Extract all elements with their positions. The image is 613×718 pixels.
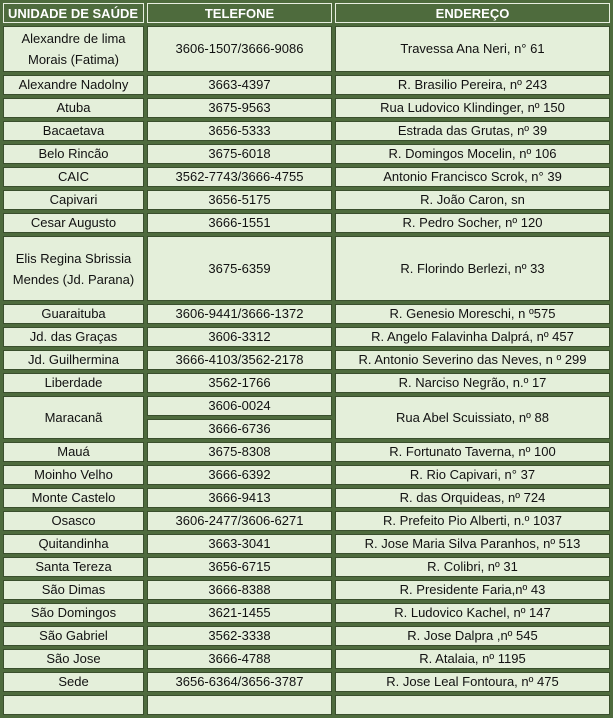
address-cell: Rua Abel Scuissiato, nº 88 bbox=[335, 396, 610, 439]
phone-cell: 3606-2477/3606-6271 bbox=[147, 511, 332, 531]
address-cell: Antonio Francisco Scrok, n° 39 bbox=[335, 167, 610, 187]
table-row bbox=[3, 465, 610, 485]
address-cell: R. Brasilio Pereira, nº 243 bbox=[335, 75, 610, 95]
table-row bbox=[3, 121, 610, 141]
table-row bbox=[3, 98, 610, 118]
phone-cell: 3663-3041 bbox=[147, 534, 332, 554]
address-cell: R. Florindo Berlezi, nº 33 bbox=[335, 236, 610, 301]
unit-cell: São Gabriel bbox=[3, 626, 144, 646]
table-row bbox=[3, 511, 610, 531]
phone-cell: 3675-8308 bbox=[147, 442, 332, 462]
phone-cell: 3666-9413 bbox=[147, 488, 332, 508]
phone-cell: 3666-4788 bbox=[147, 649, 332, 669]
phone-cell: 3666-4103/3562-2178 bbox=[147, 350, 332, 370]
address-cell: R. Presidente Faria,nº 43 bbox=[335, 580, 610, 600]
table-row bbox=[3, 144, 610, 164]
table-row bbox=[3, 213, 610, 233]
unit-cell: Atuba bbox=[3, 98, 144, 118]
address-cell: Estrada das Grutas, nº 39 bbox=[335, 121, 610, 141]
empty-cell bbox=[147, 695, 332, 715]
header-phone: TELEFONE bbox=[147, 3, 332, 23]
unit-cell: Quitandinha bbox=[3, 534, 144, 554]
table-row bbox=[3, 373, 610, 393]
phone-cell: 3621-1455 bbox=[147, 603, 332, 623]
phone-cell: 3666-8388 bbox=[147, 580, 332, 600]
table-row bbox=[3, 580, 610, 600]
table-row bbox=[3, 488, 610, 508]
address-cell: R. Pedro Socher, nº 120 bbox=[335, 213, 610, 233]
unit-cell: Monte Castelo bbox=[3, 488, 144, 508]
address-cell: R. Antonio Severino das Neves, n º 299 bbox=[335, 350, 610, 370]
phone-cell: 3666-6392 bbox=[147, 465, 332, 485]
address-cell: R. Rio Capivari, n° 37 bbox=[335, 465, 610, 485]
address-cell: R. Fortunato Taverna, nº 100 bbox=[335, 442, 610, 462]
phone-cell: 3656-6715 bbox=[147, 557, 332, 577]
address-cell: R. Jose Leal Fontoura, nº 475 bbox=[335, 672, 610, 692]
address-cell: R. Domingos Mocelin, nº 106 bbox=[335, 144, 610, 164]
unit-cell: CAIC bbox=[3, 167, 144, 187]
table-row bbox=[3, 26, 610, 72]
address-cell: R. Jose Maria Silva Paranhos, nº 513 bbox=[335, 534, 610, 554]
table-row bbox=[3, 442, 610, 462]
unit-cell: Liberdade bbox=[3, 373, 144, 393]
address-cell: Travessa Ana Neri, n° 61 bbox=[335, 26, 610, 72]
phone-cell: 3656-6364/3656-3787 bbox=[147, 672, 332, 692]
phone-cell: 3675-6359 bbox=[147, 236, 332, 301]
table-row bbox=[3, 236, 610, 301]
phone-cell: 3675-6018 bbox=[147, 144, 332, 164]
header-unit: UNIDADE DE SAÚDE bbox=[3, 3, 144, 23]
unit-cell: Mauá bbox=[3, 442, 144, 462]
table-row bbox=[3, 626, 610, 646]
table-row bbox=[3, 396, 610, 416]
unit-cell: Moinho Velho bbox=[3, 465, 144, 485]
unit-cell: Belo Rincão bbox=[3, 144, 144, 164]
phone-cell: 3562-7743/3666-4755 bbox=[147, 167, 332, 187]
unit-cell: Cesar Augusto bbox=[3, 213, 144, 233]
table-row bbox=[3, 75, 610, 95]
unit-cell: São Domingos bbox=[3, 603, 144, 623]
unit-cell: Osasco bbox=[3, 511, 144, 531]
phone-cell: 3562-3338 bbox=[147, 626, 332, 646]
address-cell: R. João Caron, sn bbox=[335, 190, 610, 210]
phone-cell: 3666-6736 bbox=[147, 419, 332, 439]
phone-cell: 3606-1507/3666-9086 bbox=[147, 26, 332, 72]
address-cell: R. Colibri, nº 31 bbox=[335, 557, 610, 577]
phone-cell: 3562-1766 bbox=[147, 373, 332, 393]
address-cell: R. Narciso Negrão, n.º 17 bbox=[335, 373, 610, 393]
phone-cell: 3666-1551 bbox=[147, 213, 332, 233]
table-row bbox=[3, 304, 610, 324]
phone-cell: 3656-5175 bbox=[147, 190, 332, 210]
header-row bbox=[3, 3, 610, 23]
table-row bbox=[3, 167, 610, 187]
phone-cell: 3663-4397 bbox=[147, 75, 332, 95]
unit-cell: Elis Regina Sbrissia Mendes (Jd. Parana) bbox=[3, 236, 144, 301]
phone-cell: 3675-9563 bbox=[147, 98, 332, 118]
phone-cell: 3606-9441/3666-1372 bbox=[147, 304, 332, 324]
empty-cell bbox=[3, 695, 144, 715]
unit-cell: Capivari bbox=[3, 190, 144, 210]
address-cell: R. das Orquideas, nº 724 bbox=[335, 488, 610, 508]
table-row bbox=[3, 672, 610, 692]
phone-cell: 3606-0024 bbox=[147, 396, 332, 416]
table-row bbox=[3, 327, 610, 347]
address-cell: R. Jose Dalpra ,nº 545 bbox=[335, 626, 610, 646]
unit-cell: São Dimas bbox=[3, 580, 144, 600]
address-cell: R. Genesio Moreschi, n º575 bbox=[335, 304, 610, 324]
header-address: ENDEREÇO bbox=[335, 3, 610, 23]
unit-cell: Sede bbox=[3, 672, 144, 692]
unit-cell: São Jose bbox=[3, 649, 144, 669]
phone-cell: 3656-5333 bbox=[147, 121, 332, 141]
unit-cell: Alexandre de lima Morais (Fatima) bbox=[3, 26, 144, 72]
table-row bbox=[3, 190, 610, 210]
unit-cell: Alexandre Nadolny bbox=[3, 75, 144, 95]
unit-cell: Jd. das Graças bbox=[3, 327, 144, 347]
unit-cell: Jd. Guilhermina bbox=[3, 350, 144, 370]
phone-cell: 3606-3312 bbox=[147, 327, 332, 347]
unit-cell: Maracanã bbox=[3, 396, 144, 439]
address-cell: R. Prefeito Pio Alberti, n.º 1037 bbox=[335, 511, 610, 531]
table-row bbox=[3, 350, 610, 370]
empty-cell bbox=[335, 695, 610, 715]
address-cell: Rua Ludovico Klindinger, nº 150 bbox=[335, 98, 610, 118]
address-cell: R. Atalaia, nº 1195 bbox=[335, 649, 610, 669]
empty-row bbox=[3, 695, 610, 715]
table-row bbox=[3, 534, 610, 554]
table-row bbox=[3, 557, 610, 577]
unit-cell: Bacaetava bbox=[3, 121, 144, 141]
unit-cell: Guaraituba bbox=[3, 304, 144, 324]
address-cell: R. Ludovico Kachel, nº 147 bbox=[335, 603, 610, 623]
address-cell: R. Angelo Falavinha Dalprá, nº 457 bbox=[335, 327, 610, 347]
unit-cell: Santa Tereza bbox=[3, 557, 144, 577]
table-row bbox=[3, 603, 610, 623]
table-row bbox=[3, 649, 610, 669]
